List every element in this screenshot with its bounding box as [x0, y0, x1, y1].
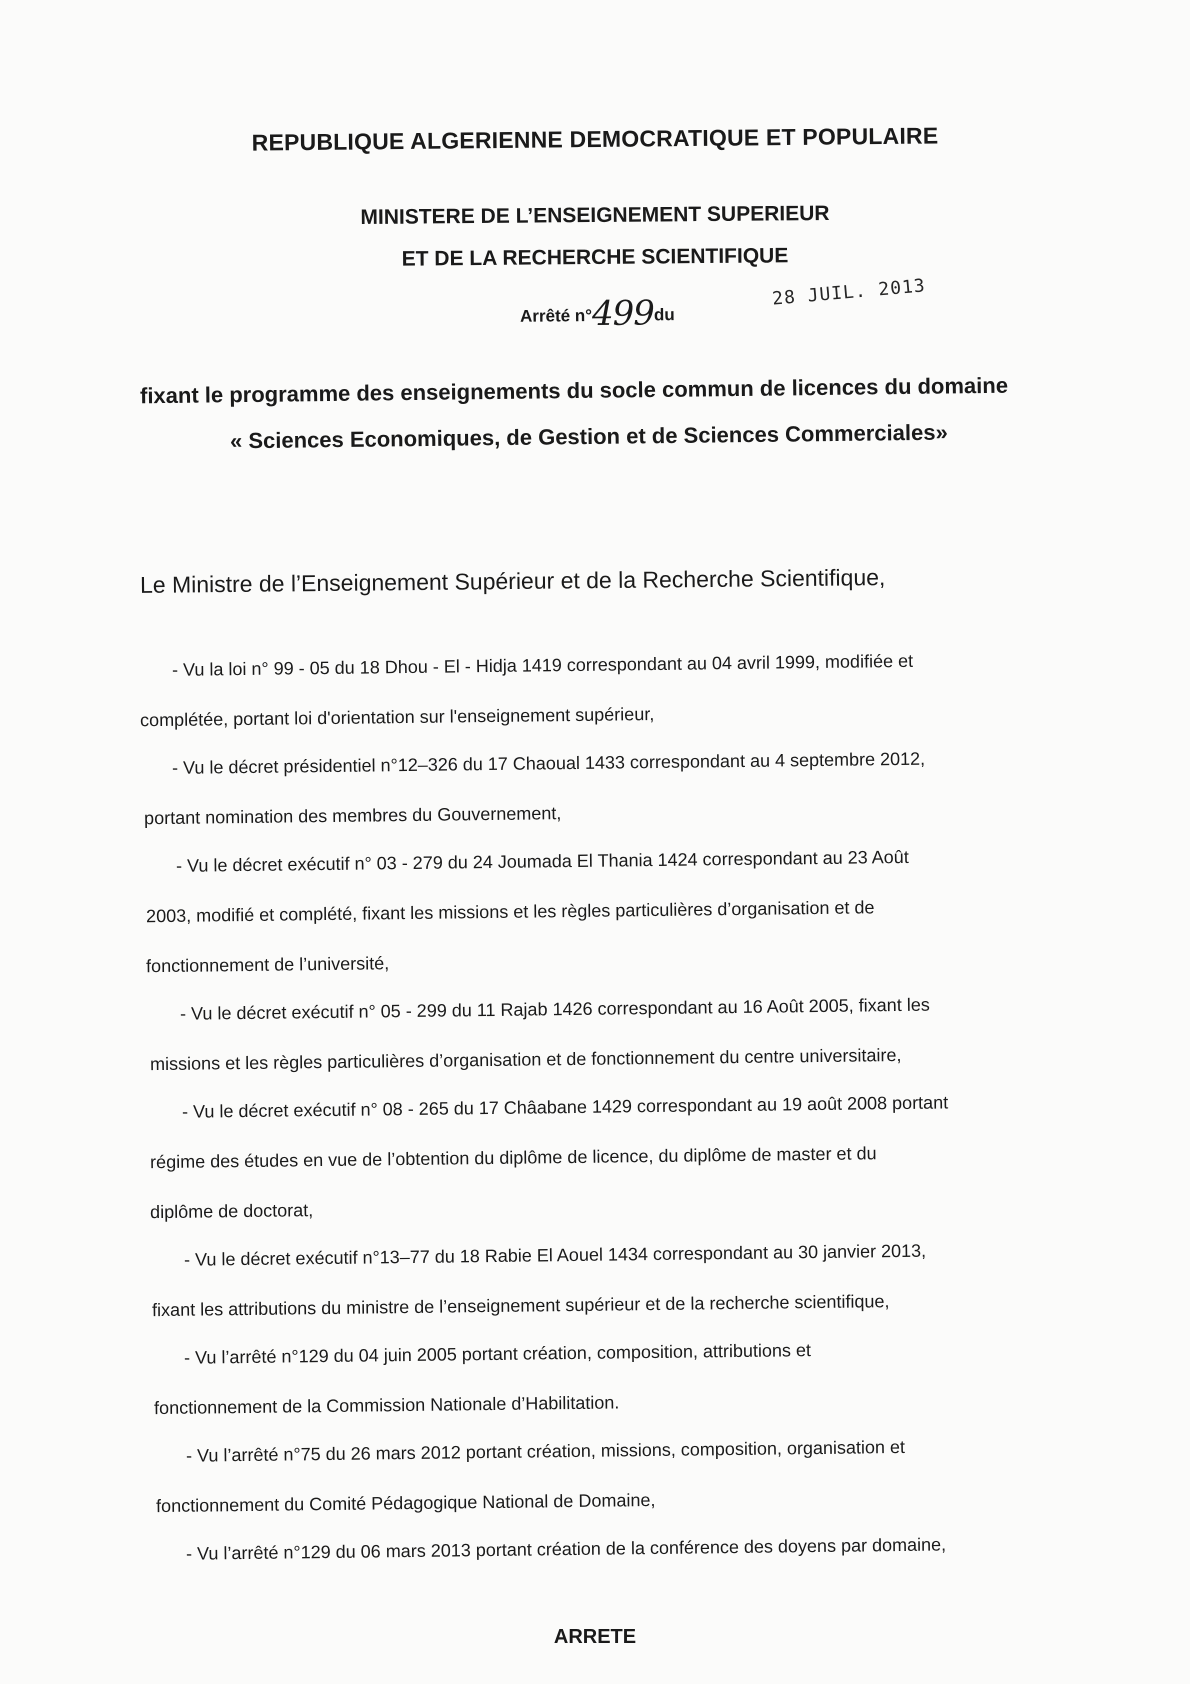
visa-line: fonctionnement de la Commission Nationale d’Habilitation.: [153, 1392, 620, 1419]
visa-line: complétée, portant loi d'orientation sur l'enseignement supérieur,: [139, 704, 655, 731]
header-republique: REPUBLIQUE ALGERIENNE DEMOCRATIQUE ET POPULAIRE: [251, 122, 939, 156]
header-ministere-line2: ET DE LA RECHERCHE SCIENTIFIQUE: [401, 244, 789, 271]
visa-line: - Vu l’arrêté n°129 du 06 mars 2013 portant création de la conférence des doyens par domaine,: [185, 1534, 947, 1564]
arrete-prefix: Arrêté n°: [519, 306, 593, 326]
arrete-du: du: [653, 305, 675, 325]
title-line1: fixant le programme des enseignements du socle commun de licences du domaine: [139, 372, 1009, 409]
visa-line: régime des études en vue de l’obtention du diplôme de licence, du diplôme de master et du: [149, 1143, 877, 1173]
visa-line: - Vu le décret exécutif n° 03 - 279 du 24 Joumada El Thania 1424 correspondant au 23 Août: [175, 846, 909, 876]
date-stamp: 28 JUIL. 2013: [771, 275, 927, 310]
visa-line: portant nomination des membres du Gouvernement,: [143, 803, 562, 829]
arrete-number-handwritten: 499: [591, 293, 655, 335]
visa-line: 2003, modifié et complété, fixant les missions et les règles particulières d’organisation et de: [145, 897, 875, 927]
visa-line: missions et les règles particulières d’organisation et de fonctionnement du centre universitaire,: [149, 1044, 902, 1075]
title-line2: « Sciences Economiques, de Gestion et de Sciences Commerciales»: [229, 419, 948, 454]
visa-line: diplôme de doctorat,: [149, 1200, 314, 1223]
visa-line: - Vu le décret présidentiel n°12–326 du 17 Chaoual 1433 correspondant au 4 septembre 2012,: [171, 748, 926, 778]
visa-line: - Vu la loi n° 99 - 05 du 18 Dhou - El - Hidja 1419 correspondant au 04 avril 1999, modifiée et: [171, 650, 914, 680]
intro-ministre: Le Ministre de l’Enseignement Supérieur et de la Recherche Scientifique,: [139, 564, 886, 598]
visa-line: - Vu l’arrêté n°129 du 04 juin 2005 portant création, composition, attributions et: [183, 1340, 812, 1368]
visa-line: - Vu le décret exécutif n° 05 - 299 du 11 Rajab 1426 correspondant au 16 Août 2005, fixant les: [179, 994, 930, 1024]
visa-line: - Vu le décret exécutif n° 08 - 265 du 17 Châabane 1429 correspondant au 19 août 2008 portant: [181, 1092, 949, 1122]
header-ministere-line1: MINISTERE DE L’ENSEIGNEMENT SUPERIEUR: [360, 201, 830, 230]
visa-line: fixant les attributions du ministre de l’enseignement supérieur et de la recherche scientifique,: [151, 1291, 890, 1321]
visa-line: fonctionnement du Comité Pédagogique National de Domaine,: [155, 1489, 656, 1517]
arrete-reference: [519, 289, 675, 335]
visa-line: fonctionnement de l’université,: [145, 953, 390, 977]
visa-line: - Vu l’arrêté n°75 du 26 mars 2012 portant création, missions, composition, organisation et: [185, 1436, 906, 1466]
arrete-heading: ARRETE: [553, 1626, 637, 1648]
visa-line: - Vu le décret exécutif n°13–77 du 18 Rabie El Aouel 1434 correspondant au 30 janvier 2013,: [183, 1240, 927, 1270]
